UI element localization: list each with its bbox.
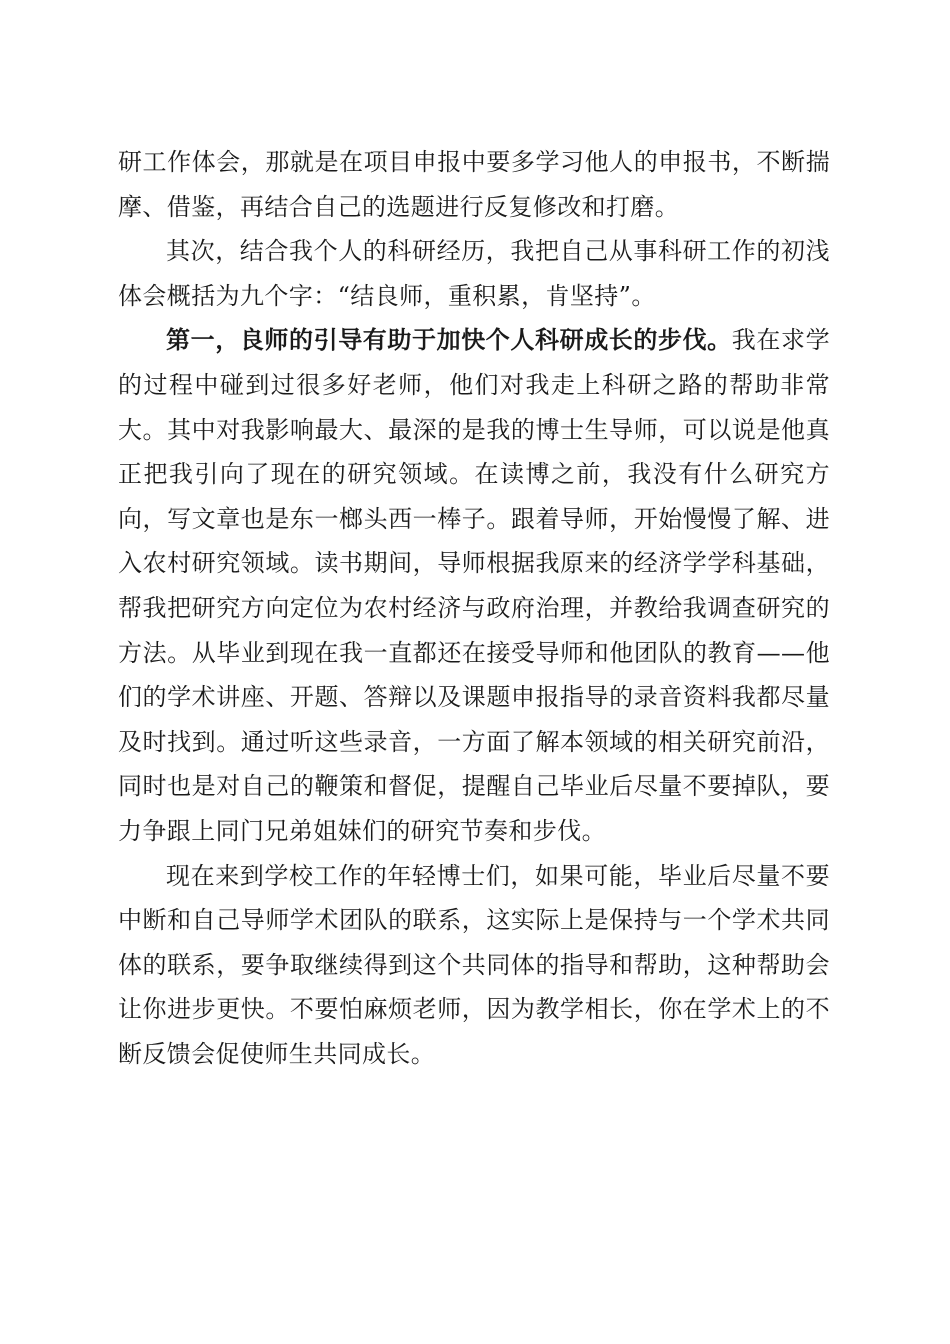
paragraph-lead-heading: 第一，良师的引导有助于加快个人科研成长的步伐。: [166, 325, 732, 355]
paragraph-text: 我在求学的过程中碰到过很多好老师，他们对我走上科研之路的帮助非常大。其中对我影响最大、最深的是我的博士生导师，可以说是他真正把我引向了现在的研究领域。在读博之前，我没有什么研究方向，写文章也是东一榔头西一棒子。跟着导师，开始慢慢了解、进入农村研究领域。读书期间，导师根据我原来的经济学学科基础，帮我把研究方向定位为农村经济与政府治理，并教给我调查研究的方法。从毕业到现在我一直都还在接受导师和他团队的教育——他们的学术讲座、开题、答辩以及课题申报指导的录音资料我都尽量及时找到。通过听这些录音，一方面了解本领域的相关研究前沿，同时也是对自己的鞭策和督促，提醒自己毕业后尽量不要掉队，要力争跟上同门兄弟姐妹们的研究节奏和步伐。: [118, 326, 830, 845]
paragraph-text: 现在来到学校工作的年轻博士们，如果可能，毕业后尽量不要中断和自己导师学术团队的联系，这实际上是保持与一个学术共同体的联系，要争取继续得到这个共同体的指导和帮助，这种帮助会让你进步更快。不要怕麻烦老师，因为教学相长，你在学术上的不断反馈会促使师生共同成长。: [118, 861, 830, 1068]
paragraph-continuation: [118, 140, 830, 229]
paragraph-text: 研工作体会，那就是在项目申报中要多学习他人的申报书，不断揣摩、借鉴，再结合自己的选题进行反复修改和打磨。: [118, 148, 830, 221]
paragraph-mentor: [118, 318, 830, 853]
paragraph-summary: [118, 229, 830, 318]
paragraph-text: 其次，结合我个人的科研经历，我把自己从事科研工作的初浅体会概括为九个字：“结良师，重积累，肯坚持”。: [118, 237, 830, 310]
document-body: [118, 140, 830, 1076]
paragraph-advice: [118, 854, 830, 1077]
